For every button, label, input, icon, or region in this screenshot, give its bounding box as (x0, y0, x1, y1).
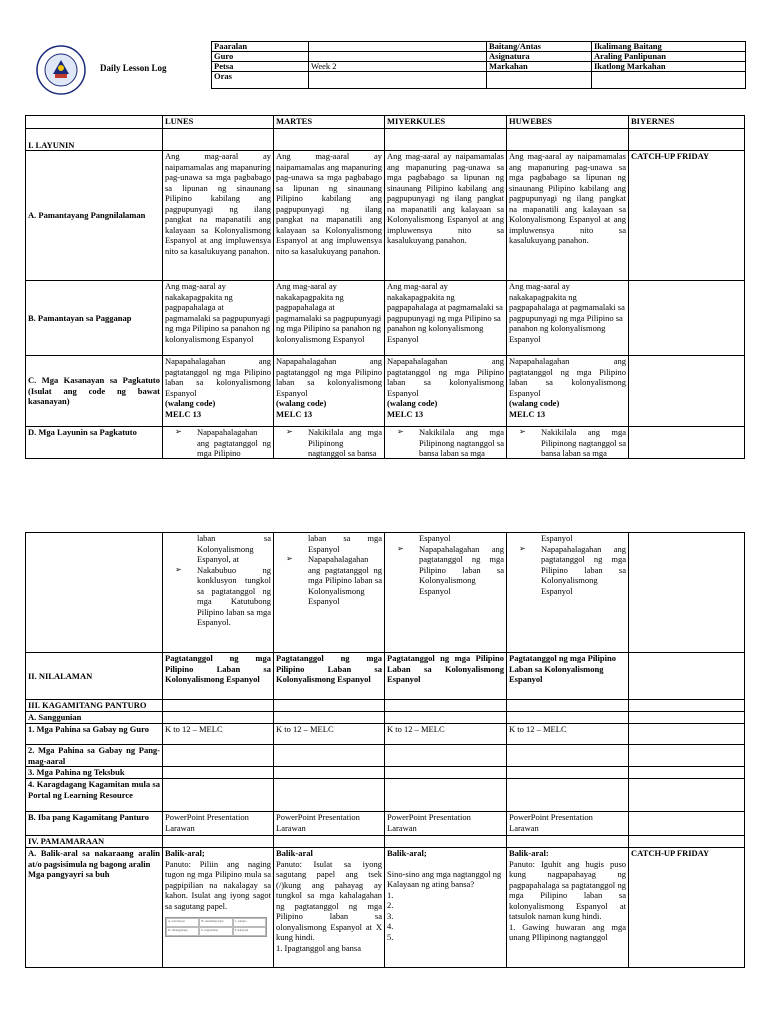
empty-cell (385, 836, 507, 848)
balik-aral-huwebes (507, 848, 629, 968)
empty-cell (163, 712, 274, 724)
layunin-miyerkules (385, 427, 507, 459)
empty-cell (163, 745, 274, 767)
row-label-pamantayan-sa-pagganap: B. Pamantayan sa Pagganap (26, 281, 163, 356)
empty-cell (163, 779, 274, 812)
layunin-bullet: ➢ Napapahalagahan ang pagtatanggol ng mga Pilipino laban sa Kolonyalismong Espanyol (397, 544, 504, 597)
day-header-lunes: LUNES (163, 116, 274, 129)
pamantayang-lunes: Ang mag-aaral ay naipamamalas ang mapanuring pag-unawa sa mga pagbabago sa lipunan ng sinaunang Pilipino kabilang ang pagpupunyagi ng ilang pangkat na mapanatili ang kalayaan sa Kolonyalismong Espanyol at ang impluwensya nito sa kasalukuyang panahon. (163, 151, 274, 281)
markahan-value: Ikatlong Markahan (592, 62, 746, 72)
kasanayan-martes (274, 356, 385, 427)
empty-cell (507, 779, 629, 812)
empty-cell (385, 779, 507, 812)
guro-label: Guro (212, 52, 309, 62)
header-info-table (211, 41, 746, 89)
balik-aral-heading: Balik-aral: (509, 848, 549, 858)
pamantayang-miyerkules: Ang mag-aaral ay naipamamalas ang mapanuring pag-unawa sa mga pagbabago sa lipunan ng sinaunang Pilipino kabilang ang pagpupunyagi ng ilang pangkat na mapanatili ang kalayaan sa Kolonyalismong Espanyol at ang impluwensya nito sa kasalukuyang panahon. (385, 151, 507, 281)
empty-cell (592, 72, 746, 89)
pagganap-huwebes: Ang mag-aaral ay nakakapagpakita ng pagpapahalaga at pagmamalaki sa pagpupunyagi ng mga Pilipino sa panahon ng kolonyalismong Espanyol (507, 281, 629, 356)
melc-label: MELC 13 (165, 408, 202, 419)
balik-aral-lunes (163, 848, 274, 968)
row-label-iba-pang-kagamitan: B. Iba pang Kagamitang Panturo (26, 812, 163, 836)
choice-cell: C. pinuno (233, 918, 266, 927)
empty-cell (385, 129, 507, 151)
layunin-bullet: ➢ Nakabubuo ng konklusyon tungkol sa pagtatanggol ng mga Katutubong Pilipino laban sa mga Espanyol. (175, 565, 271, 628)
code-label: (walang code) (387, 398, 438, 408)
empty-cell (163, 700, 274, 712)
empty-cell (629, 779, 745, 812)
balik-aral-heading: Balik-aral (276, 848, 313, 858)
layunin-huwebes (507, 427, 629, 459)
empty-cell (507, 712, 629, 724)
layunin-huwebes-cont (507, 533, 629, 653)
row-label-karagdagang-kagamitan: 4. Karagdagang Kagamitan mula sa Portal ng Learning Resource (26, 779, 163, 812)
row-label-balik-aral: A. Balik-aral sa nakaraang aralin at/o pagsisimula ng bagong aralin Mga pangyayri sa buh (26, 848, 163, 968)
gabay-guro-miyerkules: K to 12 – MELC (385, 724, 507, 745)
petsa-label: Petsa (212, 62, 309, 72)
day-header-biyernes: BIYERNES (629, 116, 745, 129)
empty-cell (629, 836, 745, 848)
code-label: (walang code) (276, 398, 327, 408)
row-label-teksbuk: 3. Mga Pahina ng Teksbuk (26, 767, 163, 779)
empty-cell (274, 836, 385, 848)
kasanayan-huwebes (507, 356, 629, 427)
code-label: (walang code) (509, 398, 560, 408)
empty-cell (385, 767, 507, 779)
nilalaman-huwebes: Pagtatanggol ng mga Pilipino Laban sa Kolonyalismong Espanyol (507, 653, 629, 700)
empty-cell (629, 427, 745, 459)
layunin-bullet: ➢ Napapahalagahan ang pagtatanggol ng mga Pilipino laban sa Kolonyalismong Espanyol (519, 544, 626, 597)
balik-aral-heading: Balik-aral; (165, 848, 205, 858)
day-header-huwebes: HUWEBES (507, 116, 629, 129)
section-kagamitang-panturo: III. KAGAMITANG PANTURO (26, 700, 163, 712)
choice-cell: F. kalayaan (233, 927, 266, 936)
empty-cell (629, 724, 745, 745)
document-title: Daily Lesson Log (100, 63, 167, 73)
row-label-gabay-guro: 1. Mga Pahina sa Gabay ng Guro (26, 724, 163, 745)
section-nilalaman: II. NILALAMAN (26, 653, 163, 700)
lesson-table-page-2 (25, 532, 745, 968)
asignatura-value: Araling Panlipunan (592, 52, 746, 62)
empty-cell (274, 767, 385, 779)
empty-cell (385, 700, 507, 712)
empty-cell (629, 812, 745, 836)
empty-cell (629, 712, 745, 724)
iba-huwebes: PowerPoint Presentation Larawan (507, 812, 629, 836)
empty-cell (629, 745, 745, 767)
markahan-label: Markahan (487, 62, 592, 72)
empty-cell (507, 745, 629, 767)
paaralan-value (309, 42, 487, 52)
pagganap-martes: Ang mag-aaral ay nakakapagpakita ng pagpapahalaga at pagmamalaki sa pagpupunyagi ng mga Pilipino sa panahon ng kolonyalismong Espanyol (274, 281, 385, 356)
choices-table-image (165, 917, 267, 937)
empty-cell (274, 712, 385, 724)
row-label-sanggunian: A. Sanggunian (26, 712, 163, 724)
balik-aral-heading: Balik-aral; (387, 848, 427, 858)
baitang-label: Baitang/Antas (487, 42, 592, 52)
layunin-lunes-cont (163, 533, 274, 653)
layunin-bullet: ➢ Napapahalagahan ang pagtatanggol ng mga Pilipino (175, 427, 271, 458)
gabay-guro-martes: K to 12 – MELC (274, 724, 385, 745)
nilalaman-lunes: Pagtatanggol ng mga Pilipino Laban sa Kolonyalismong Espanyol (163, 653, 274, 700)
empty-cell (274, 745, 385, 767)
empty-cell (507, 767, 629, 779)
oras-value (309, 72, 487, 89)
balik-aral-text: Panuto: Isulat sa iyong sagutang papel ang tsek (/)kung ang pahayag ay tungkol sa mga kahalagahan ng pagtatanggol ng mga Pilipino laban sa olonyalismong Espanyol at X kung hindi. 1. Ipagtanggol ang bansa (276, 858, 382, 953)
kasanayan-miyerkules (385, 356, 507, 427)
empty-cell (487, 72, 592, 89)
layunin-miyerkules-cont (385, 533, 507, 653)
pagganap-miyerkules: Ang mag-aaral ay nakakapagpakita ng pagpapahalaga at pagmamalaki sa pagpupunyagi ng mga Pilipino sa panahon ng kolonyalismong Espanyol (385, 281, 507, 356)
pamantayang-huwebes: Ang mag-aaral ay naipamamalas ang mapanuring pag-unawa sa mga pagbabago sa lipunan ng sinaunang Pilipino kabilang ang pagpupunyagi ng ilang pangkat na mapanatili ang kalayaan sa Kolonyalismong Espanyol at ang impluwensya nito sa kasalukuyang panahon. (507, 151, 629, 281)
layunin-continuation: Espanyol (419, 533, 451, 543)
empty-cell (163, 836, 274, 848)
layunin-martes (274, 427, 385, 459)
empty-cell (507, 700, 629, 712)
empty-cell (629, 700, 745, 712)
row-label-pamantayang-pangnilalaman: A. Pamantayang Pangnilalaman (26, 151, 163, 281)
melc-label: MELC 13 (387, 408, 424, 419)
paaralan-label: Paaralan (212, 42, 309, 52)
baitang-value: Ikalimang Baitang (592, 42, 746, 52)
catch-up-friday-label: CATCH-UP FRIDAY (629, 848, 745, 968)
balik-aral-martes (274, 848, 385, 968)
iba-lunes: PowerPoint Presentation Larawan (163, 812, 274, 836)
nilalaman-martes: Pagtatanggol ng mga Pilipino Laban sa Kolonyalismong Espanyol (274, 653, 385, 700)
melc-label: MELC 13 (509, 408, 546, 419)
empty-cell (385, 712, 507, 724)
empty-cell (163, 129, 274, 151)
layunin-lunes (163, 427, 274, 459)
pamantayang-martes: Ang mag-aaral ay naipamamalas ang mapanuring pag-unawa sa mga pagbabago sa lipunan ng sinaunang Pilipino kabilang ang pagpupunyagi ng ilang pangkat na mapanatili ang kalayaan sa Kolonyalismong Espanyol at ang impluwensya nito sa kasalukuyang panahon. (274, 151, 385, 281)
choice-cell: B. nanatiling tapat (199, 918, 232, 927)
code-label: (walang code) (165, 398, 216, 408)
pagganap-lunes: Ang mag-aaral ay nakakapagpakita ng pagpapahalaga at pagmamalaki sa pagpupunyagi ng mga Pilipino sa panahon ng kolonyalismong Espanyol (163, 281, 274, 356)
layunin-martes-cont (274, 533, 385, 653)
balik-aral-text: Panuto: Iguhit ang hugis puso kung nagpapahayag ng pagpapahalaga sa pagtatanggol ng mga Pilipino laban sa kolonyalismong Espanyol at tatsulok naman kung hindi. 1. Gawing huwaran ang mga unang PIlipinong nagtanggol (509, 858, 626, 942)
empty-cell (274, 129, 385, 151)
day-header-miyerkules: MIYERKULES (385, 116, 507, 129)
empty-cell (629, 281, 745, 356)
kasanayan-text: Napapahalagahan ang pagtatanggol ng mga Pilipino laban sa kolonyalismong Espanyol (387, 356, 504, 398)
section-pamamaraan: IV. PAMAMARAAN (26, 836, 163, 848)
empty-cell (629, 767, 745, 779)
gabay-guro-huwebes: K to 12 – MELC (507, 724, 629, 745)
layunin-bullet: ➢ Nakikilala ang mga Pilipinong nagtanggol sa bansa laban sa mga (519, 427, 626, 458)
kasanayan-lunes (163, 356, 274, 427)
empty-cell (274, 779, 385, 812)
choice-cell: D. sinanggalang (166, 927, 199, 936)
section-layunin: I. LAYUNIN (26, 129, 163, 151)
deped-seal-logo (33, 44, 89, 96)
layunin-bullet: ➢ Napapahalagahan ang pagtatanggol ng mga Pilipino laban sa Kolonyalismong Espanyol (286, 554, 382, 607)
lesson-table-page-1 (25, 115, 745, 459)
empty-cell (163, 767, 274, 779)
empty-cell (629, 356, 745, 427)
row-label-gabay-mag-aaral: 2. Mga Pahina sa Gabay ng Pang-mag-aaral (26, 745, 163, 767)
layunin-bullet: ➢ Nakikilala ang mga Pilipinong nagtanggol sa bansa laban sa mga (397, 427, 504, 458)
empty-cell (507, 129, 629, 151)
choice-cell: A. rebolusyon (166, 918, 199, 927)
layunin-bullet: ➢ Nakikilala ang mga Pilipinong nagtanggol sa bansa (286, 427, 382, 458)
kasanayan-text: Napapahalagahan ang pagtatanggol ng mga Pilipino laban sa kolonyalismong Espanyol (509, 356, 626, 398)
day-header-martes: MARTES (274, 116, 385, 129)
catch-up-friday-label: CATCH-UP FRIDAY (629, 151, 745, 281)
iba-martes: PowerPoint Presentation Larawan (274, 812, 385, 836)
corner-cell (26, 116, 163, 129)
oras-label: Oras (212, 72, 309, 89)
melc-label: MELC 13 (276, 408, 313, 419)
guro-value (309, 52, 487, 62)
gabay-guro-lunes: K to 12 – MELC (163, 724, 274, 745)
layunin-continuation: laban sa mga Espanyol (308, 533, 382, 554)
row-label-mga-layunin: D. Mga Layunin sa Pagkatuto (26, 427, 163, 459)
nilalaman-miyerkules: Pagtatanggol ng mga Pilipino Laban sa Kolonyalismong Espanyol (385, 653, 507, 700)
choice-cell: E. pagsalakay (199, 927, 232, 936)
balik-aral-text: Sino-sino ang mga nagtanggol ng Kalayaan ng ating bansa? 1. 2. 3. 4. 5. (387, 868, 502, 942)
layunin-continuation: laban sa Kolonyalismong Espanyol, at (197, 533, 271, 564)
empty-cell (26, 533, 163, 653)
empty-cell (274, 700, 385, 712)
empty-cell (629, 653, 745, 700)
petsa-value: Week 2 (309, 62, 487, 72)
balik-aral-miyerkules (385, 848, 507, 968)
kasanayan-text: Napapahalagahan ang pagtatanggol ng mga Pilipino laban sa kolonyalismong Espanyol (276, 356, 382, 398)
empty-cell (629, 533, 745, 653)
empty-cell (385, 745, 507, 767)
empty-cell (507, 836, 629, 848)
layunin-continuation: Espanyol (541, 533, 573, 543)
empty-cell (629, 129, 745, 151)
asignatura-label: Asignatura (487, 52, 592, 62)
balik-aral-text: Panuto: Piliin ang naging tugon ng mga Pilipino mula sa pagpipilian na nakalagay sa kahon. Isulat ang iyong sagot sa sagutang papel. (165, 858, 271, 911)
kasanayan-text: Napapahalagahan ang pagtatanggol ng mga Pilipino laban sa kolonyalismong Espanyol (165, 356, 271, 398)
row-label-kasanayan: C. Mga Kasanayan sa Pagkatuto (Isulat ang code ng bawat kasanayan) (26, 356, 163, 427)
iba-miyerkules: PowerPoint Presentation Larawan (385, 812, 507, 836)
